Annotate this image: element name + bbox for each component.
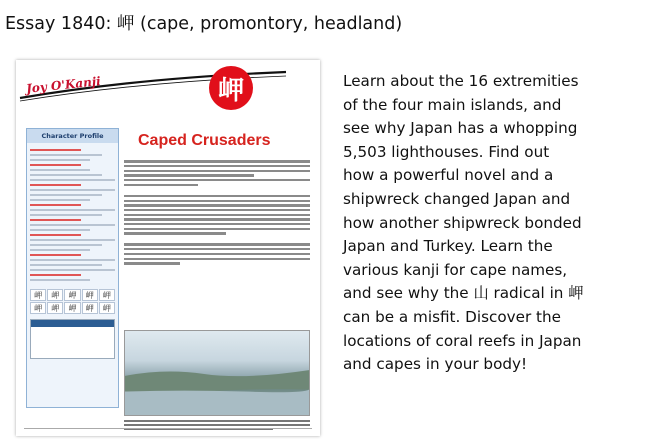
profile-text [27,143,118,287]
kanji-badge: 岬 [209,66,253,110]
stroke-cell: 岬 [82,289,98,301]
brand-logo: Joy O'Kanji [25,74,102,96]
stroke-cell: 岬 [30,302,46,314]
page-title: Essay 1840: 岬 (cape, promontory, headland) [5,14,403,34]
stats-table [30,319,115,359]
stroke-cell: 岬 [64,289,80,301]
stroke-cell: 岬 [64,302,80,314]
coastline-photo [124,330,310,416]
character-profile-panel [26,128,119,408]
summary-line: Japan and Turkey. Learn the [343,237,553,256]
stroke-cell: 岬 [30,289,46,301]
essay-thumbnail[interactable] [16,60,320,436]
stroke-cell: 岬 [99,289,115,301]
summary-line: how another shipwreck bonded [343,213,582,232]
stroke-cell: 岬 [47,302,63,314]
stroke-cell: 岬 [82,302,98,314]
essay-summary [343,70,643,377]
summary-line: shipwreck changed Japan and [343,189,571,208]
summary-line: 5,503 lighthouses. Find out [343,142,550,161]
summary-line: Learn about the 16 extremities [343,72,579,90]
summary-line: and see why the 山 radical in 岬 [343,284,584,303]
summary-line: how a powerful novel and a [343,166,554,185]
summary-line: see why Japan has a whopping [343,119,578,138]
stroke-cell: 岬 [47,289,63,301]
profile-header: Character Profile [27,129,118,143]
essay-heading: Caped Crusaders [138,132,271,149]
stroke-cell: 岬 [99,302,115,314]
stroke-order-grid [27,287,118,316]
coastline-photo-image [125,331,309,415]
summary-line: of the four main islands, and [343,95,562,114]
summary-line: locations of coral reefs in Japan [343,331,582,350]
summary-line: and capes in your body! [343,355,528,374]
summary-line: can be a misfit. Discover the [343,307,561,326]
essay-body-text [124,158,310,267]
page-footer [24,428,312,432]
summary-line: various kanji for cape names, [343,260,568,279]
